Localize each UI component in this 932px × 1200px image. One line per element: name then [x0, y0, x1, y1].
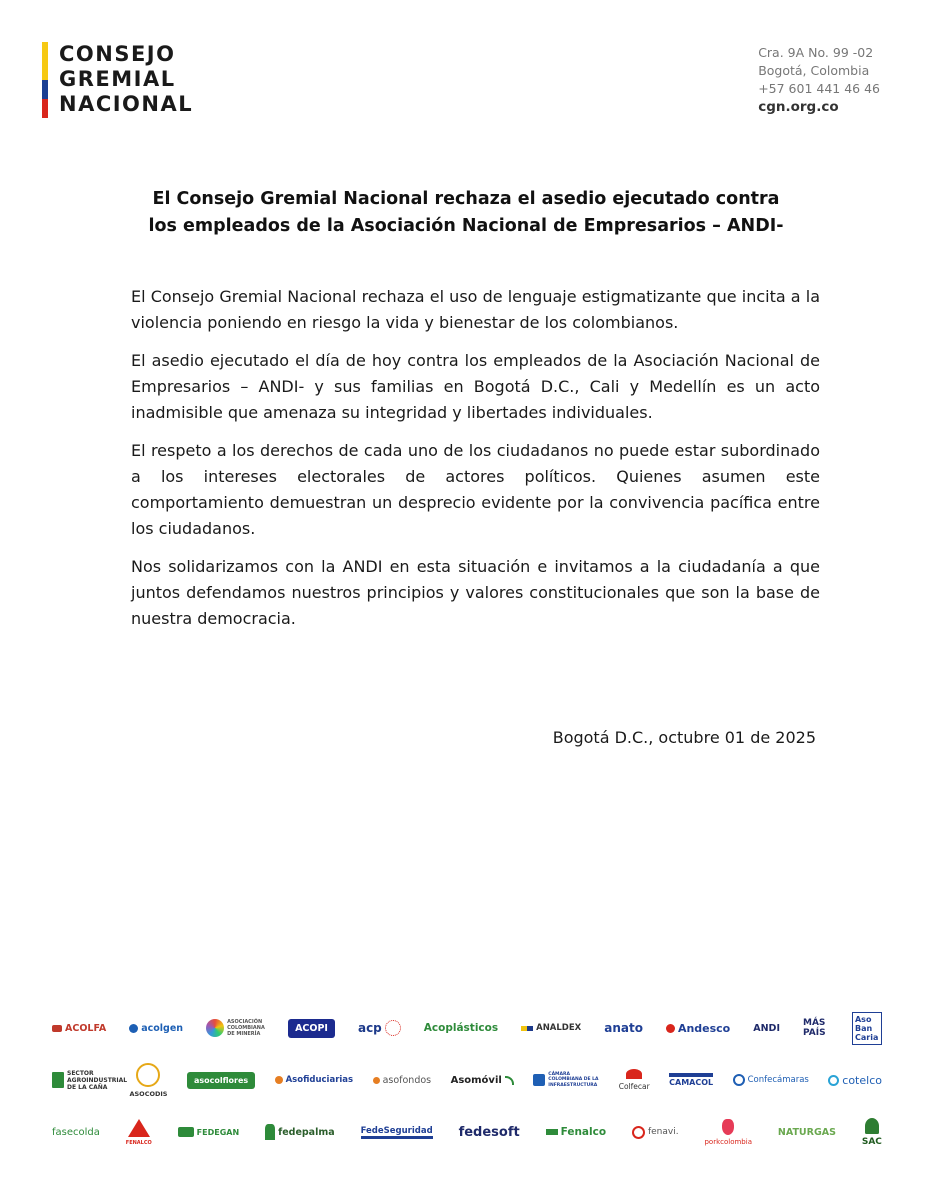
logo-line: CONSEJO — [59, 42, 176, 66]
paragraph: El asedio ejecutado el día de hoy contra los empleados de la Asociación Nacional de Empresarios – ANDI- y sus familias en Bogotá D.C., Cali y Medellín es un acto inadmisible que amenaza su integridad y libertades individuales. — [131, 351, 820, 422]
fenalco-arrow-icon — [546, 1129, 558, 1135]
contact-block — [758, 44, 880, 116]
confecamaras-icon — [733, 1074, 745, 1086]
member-logo: asocolflores — [187, 1072, 255, 1089]
signature-date: Bogotá D.C., octubre 01 de 2025 — [552, 728, 816, 747]
fenalco-triangle-icon — [128, 1119, 150, 1137]
acolfa-icon — [52, 1025, 62, 1032]
cgn-logo — [42, 42, 202, 118]
pork-icon — [722, 1119, 734, 1135]
palm-icon — [265, 1124, 275, 1140]
statement-body — [131, 284, 820, 644]
paragraph: El respeto a los derechos de cada uno de los ciudadanos no puede estar subordinado a los intereses electorales de actores políticos. Quienes asumen este comportamiento demuestran un desprecio evidente por la convivencia pacífica entre los ciudadanos. — [131, 441, 820, 538]
member-logo: Andesco — [666, 1022, 730, 1035]
member-logo: Acoplásticos — [423, 1022, 499, 1034]
phone-line: +57 601 441 46 46 — [758, 81, 880, 96]
asocodis-icon — [136, 1063, 160, 1087]
statement-title — [100, 186, 832, 240]
member-logo: ASOCODIS — [129, 1063, 167, 1098]
member-logo: NATURGAS — [777, 1126, 836, 1138]
logo-wordmark — [59, 42, 193, 117]
member-logo: Confecámaras — [733, 1074, 809, 1086]
asofondos-icon — [373, 1077, 380, 1084]
member-logo: MÁS PAÍS — [802, 1018, 826, 1038]
member-logo: fasecolda — [52, 1126, 100, 1138]
member-logo: SAC — [862, 1118, 882, 1147]
fedegan-icon — [178, 1127, 194, 1137]
member-logo: Asomóvil — [451, 1075, 514, 1086]
member-logo: porkcolombia — [704, 1119, 752, 1146]
member-logo: FEDEGAN — [178, 1127, 240, 1137]
member-logo: fenavi. — [632, 1126, 679, 1139]
logo-line: GREMIAL — [59, 67, 176, 91]
colfecar-icon — [626, 1069, 642, 1079]
address-line: Cra. 9A No. 99 -02 — [758, 45, 874, 60]
member-logo: ANDI — [753, 1022, 780, 1034]
member-logo: SECTOR AGROINDUSTRIAL DE LA CAÑA — [52, 1070, 110, 1091]
acolgen-icon — [129, 1024, 138, 1033]
member-logo: asofondos — [373, 1075, 432, 1086]
member-logo: FENALCO — [126, 1119, 152, 1146]
member-logo: anato — [604, 1021, 643, 1035]
member-logo: cotelco — [828, 1074, 882, 1087]
sac-tree-icon — [865, 1118, 879, 1134]
title-line: El Consejo Gremial Nacional rechaza el asedio ejecutado contra — [152, 189, 780, 209]
mineria-icon — [206, 1019, 224, 1037]
paragraph: Nos solidarizamos con la ANDI en esta situación e invitamos a la ciudadanía a que juntos defendamos nuestros principios y valores constitucionales que son la base de nuestra democracia. — [131, 557, 820, 628]
cci-icon — [533, 1074, 545, 1086]
member-logo: FedeSeguridad — [361, 1126, 433, 1139]
paragraph: El Consejo Gremial Nacional rechaza el uso de lenguaje estigmatizante que incita a la violencia poniendo en riesgo la vida y bienestar de los colombianos. — [131, 287, 820, 332]
logo-row-2 — [52, 1054, 882, 1106]
member-logo: Asofiduciarias — [275, 1075, 354, 1085]
member-logo: acolgen — [129, 1023, 183, 1034]
title-line: los empleados de la Asociación Nacional de Empresarios – ANDI- — [148, 216, 784, 236]
city-line: Bogotá, Colombia — [758, 63, 870, 78]
logo-row-3 — [52, 1106, 882, 1158]
member-logo: Aso Ban Caria — [852, 1012, 882, 1045]
website-link[interactable]: cgn.org.co — [758, 99, 839, 115]
member-logo: ASOCIACIÓN COLOMBIANA DE MINERÍA — [206, 1019, 265, 1037]
signal-icon — [505, 1076, 514, 1085]
member-logos — [52, 1002, 882, 1158]
logo-color-bar — [42, 42, 48, 118]
member-logo: acp — [358, 1020, 401, 1036]
member-logo: Colfecar — [619, 1069, 650, 1091]
cana-icon — [52, 1072, 64, 1088]
logo-line: NACIONAL — [59, 92, 194, 116]
andesco-icon — [666, 1024, 675, 1033]
member-logo: ACOLFA — [52, 1023, 106, 1034]
member-logo: Fenalco — [546, 1126, 606, 1138]
logo-row-1 — [52, 1002, 882, 1054]
member-logo: ACOPI — [288, 1019, 335, 1038]
member-logo: fedepalma — [265, 1124, 335, 1140]
member-logo: fedesoft — [458, 1124, 520, 1140]
cotelco-icon — [828, 1075, 839, 1086]
fenavi-icon — [632, 1126, 645, 1139]
analdex-icon — [521, 1026, 533, 1031]
member-logo: CAMACOL — [669, 1073, 713, 1087]
asofiduciarias-icon — [275, 1076, 283, 1084]
member-logo: CÁMARA COLOMBIANA DE LA INFRAESTRUCTURA — [533, 1072, 599, 1089]
acp-stars-icon — [385, 1020, 401, 1036]
member-logo: ANALDEX — [521, 1023, 581, 1033]
